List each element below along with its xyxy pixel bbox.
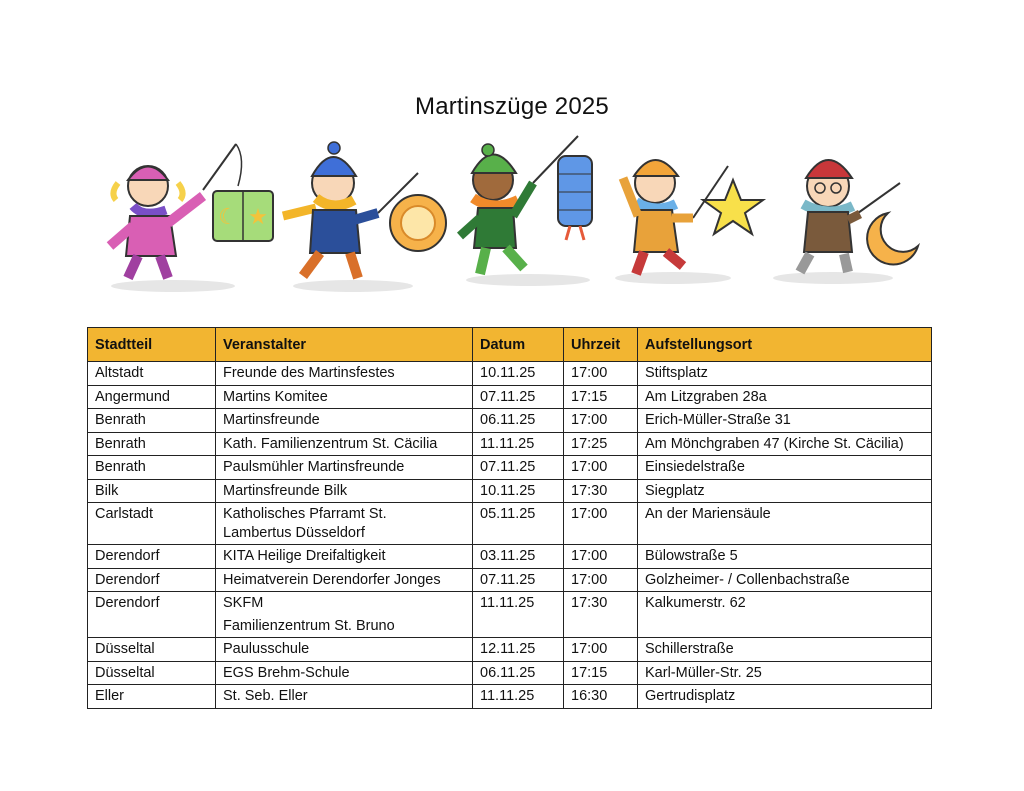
table-row: [88, 456, 932, 480]
table-row: [88, 638, 932, 662]
veranstalter-line: St. Seb. Eller: [223, 688, 308, 704]
table-row: [88, 545, 932, 569]
cell-aufstellungsort: Erich-Müller-Straße 31: [638, 409, 932, 433]
cell-aufstellungsort: Schillerstraße: [638, 638, 932, 662]
table-row: [88, 409, 932, 433]
veranstalter-line: Paulusschule: [223, 641, 310, 657]
cell-aufstellungsort: Einsiedelstraße: [638, 456, 932, 480]
cell-uhrzeit: 17:00: [564, 409, 638, 433]
veranstalter-line: Martinsfreunde Bilk: [223, 482, 348, 499]
veranstalter-line: Lambertus Düsseldorf: [223, 524, 365, 541]
cell-veranstalter: [216, 545, 473, 569]
veranstalter-line: Familienzentrum St. Bruno: [223, 617, 395, 634]
veranstalter-line: Paulsmühler Martinsfreunde: [223, 459, 405, 475]
cell-uhrzeit: 17:15: [564, 385, 638, 409]
table-row: [88, 568, 932, 592]
cell-veranstalter: [216, 479, 473, 503]
cell-datum: 07.11.25: [473, 385, 564, 409]
cell-datum: 06.11.25: [473, 661, 564, 685]
cell-aufstellungsort: Siegplatz: [638, 479, 932, 503]
cell-aufstellungsort: Gertrudisplatz: [638, 685, 932, 709]
cell-aufstellungsort: Stiftsplatz: [638, 362, 932, 386]
table-row: [88, 661, 932, 685]
cell-aufstellungsort: Am Litzgraben 28a: [638, 385, 932, 409]
cell-stadtteil: Derendorf: [88, 568, 216, 592]
cell-datum: 06.11.25: [473, 409, 564, 433]
cell-uhrzeit: 17:25: [564, 432, 638, 456]
cell-uhrzeit: 16:30: [564, 685, 638, 709]
cell-veranstalter: [216, 432, 473, 456]
cell-veranstalter: [216, 592, 473, 638]
cell-stadtteil: Benrath: [88, 456, 216, 480]
cell-stadtteil: Bilk: [88, 479, 216, 503]
svg-text:★: ★: [248, 205, 268, 230]
column-header-datum: Datum: [473, 328, 564, 362]
cell-aufstellungsort: Golzheimer- / Collenbachstraße: [638, 568, 932, 592]
column-header-aufstellungsort: Aufstellungsort: [638, 328, 932, 362]
cell-veranstalter: [216, 638, 473, 662]
page-title: Martinszüge 2025: [415, 93, 609, 120]
table-row: [88, 479, 932, 503]
cell-aufstellungsort: Kalkumerstr. 62: [638, 592, 932, 638]
cell-datum: 05.11.25: [473, 503, 564, 545]
table-row: [88, 385, 932, 409]
cell-stadtteil: Derendorf: [88, 545, 216, 569]
cell-aufstellungsort: Karl-Müller-Str. 25: [638, 661, 932, 685]
cell-stadtteil: Düsseltal: [88, 638, 216, 662]
cell-veranstalter: [216, 503, 473, 545]
column-header-veranstalter: Veranstalter: [216, 328, 473, 362]
cell-datum: 11.11.25: [473, 685, 564, 709]
cell-datum: 03.11.25: [473, 545, 564, 569]
cell-uhrzeit: 17:00: [564, 568, 638, 592]
cell-uhrzeit: 17:00: [564, 545, 638, 569]
cell-datum: 07.11.25: [473, 568, 564, 592]
cell-uhrzeit: 17:15: [564, 661, 638, 685]
veranstalter-line: EGS Brehm-Schule: [223, 664, 350, 681]
table-header-row: [88, 328, 932, 362]
table-row: [88, 362, 932, 386]
child-pink-icon: [110, 144, 273, 278]
cell-uhrzeit: 17:30: [564, 479, 638, 503]
veranstalter-line: Martins Komitee: [223, 388, 328, 405]
child-red-hat-icon: [800, 160, 918, 272]
table-row: [88, 432, 932, 456]
child-blue-hat-icon: [283, 142, 446, 278]
veranstalter-line: SKFM: [223, 595, 264, 611]
cell-datum: 10.11.25: [473, 362, 564, 386]
child-yellow-hat-icon: [623, 160, 763, 274]
cell-uhrzeit: 17:00: [564, 503, 638, 545]
cell-uhrzeit: 17:30: [564, 592, 638, 638]
cell-uhrzeit: 17:00: [564, 362, 638, 386]
veranstalter-line: KITA Heilige Dreifaltigkeit: [223, 548, 386, 564]
cell-uhrzeit: 17:00: [564, 638, 638, 662]
cell-datum: 11.11.25: [473, 592, 564, 638]
cell-veranstalter: [216, 385, 473, 409]
column-header-stadtteil: Stadtteil: [88, 328, 216, 362]
cell-aufstellungsort: Bülowstraße 5: [638, 545, 932, 569]
column-header-uhrzeit: Uhrzeit: [564, 328, 638, 362]
cell-datum: 07.11.25: [473, 456, 564, 480]
cell-datum: 12.11.25: [473, 638, 564, 662]
veranstalter-line: Freunde des Martinsfestes: [223, 365, 395, 381]
events-table: [87, 327, 932, 709]
cell-stadtteil: Derendorf: [88, 592, 216, 638]
cell-datum: 11.11.25: [473, 432, 564, 456]
cell-veranstalter: [216, 409, 473, 433]
veranstalter-line: Martinsfreunde: [223, 412, 320, 428]
cell-aufstellungsort: Am Mönchgraben 47 (Kirche St. Cäcilia): [638, 432, 932, 456]
table-row: [88, 685, 932, 709]
cell-veranstalter: [216, 362, 473, 386]
cell-veranstalter: [216, 685, 473, 709]
cell-uhrzeit: 17:00: [564, 456, 638, 480]
table-row: [88, 592, 932, 638]
cell-stadtteil: Altstadt: [88, 362, 216, 386]
veranstalter-line: Kath. Familienzentrum St. Cäcilia: [223, 435, 438, 452]
svg-text:☾: ☾: [218, 205, 238, 230]
veranstalter-line: Heimatverein Derendorfer Jonges: [223, 571, 441, 588]
cell-veranstalter: [216, 456, 473, 480]
cell-stadtteil: Benrath: [88, 409, 216, 433]
lantern-children-illustration: [88, 128, 932, 303]
cell-veranstalter: [216, 661, 473, 685]
cell-stadtteil: Benrath: [88, 432, 216, 456]
child-green-icon: [460, 136, 592, 274]
cell-stadtteil: Düsseltal: [88, 661, 216, 685]
cell-stadtteil: Angermund: [88, 385, 216, 409]
cell-veranstalter: [216, 568, 473, 592]
table-row: [88, 503, 932, 545]
cell-stadtteil: Carlstadt: [88, 503, 216, 545]
cell-datum: 10.11.25: [473, 479, 564, 503]
veranstalter-line: Katholisches Pfarramt St.: [223, 506, 387, 522]
cell-stadtteil: Eller: [88, 685, 216, 709]
cell-aufstellungsort: An der Mariensäule: [638, 503, 932, 545]
